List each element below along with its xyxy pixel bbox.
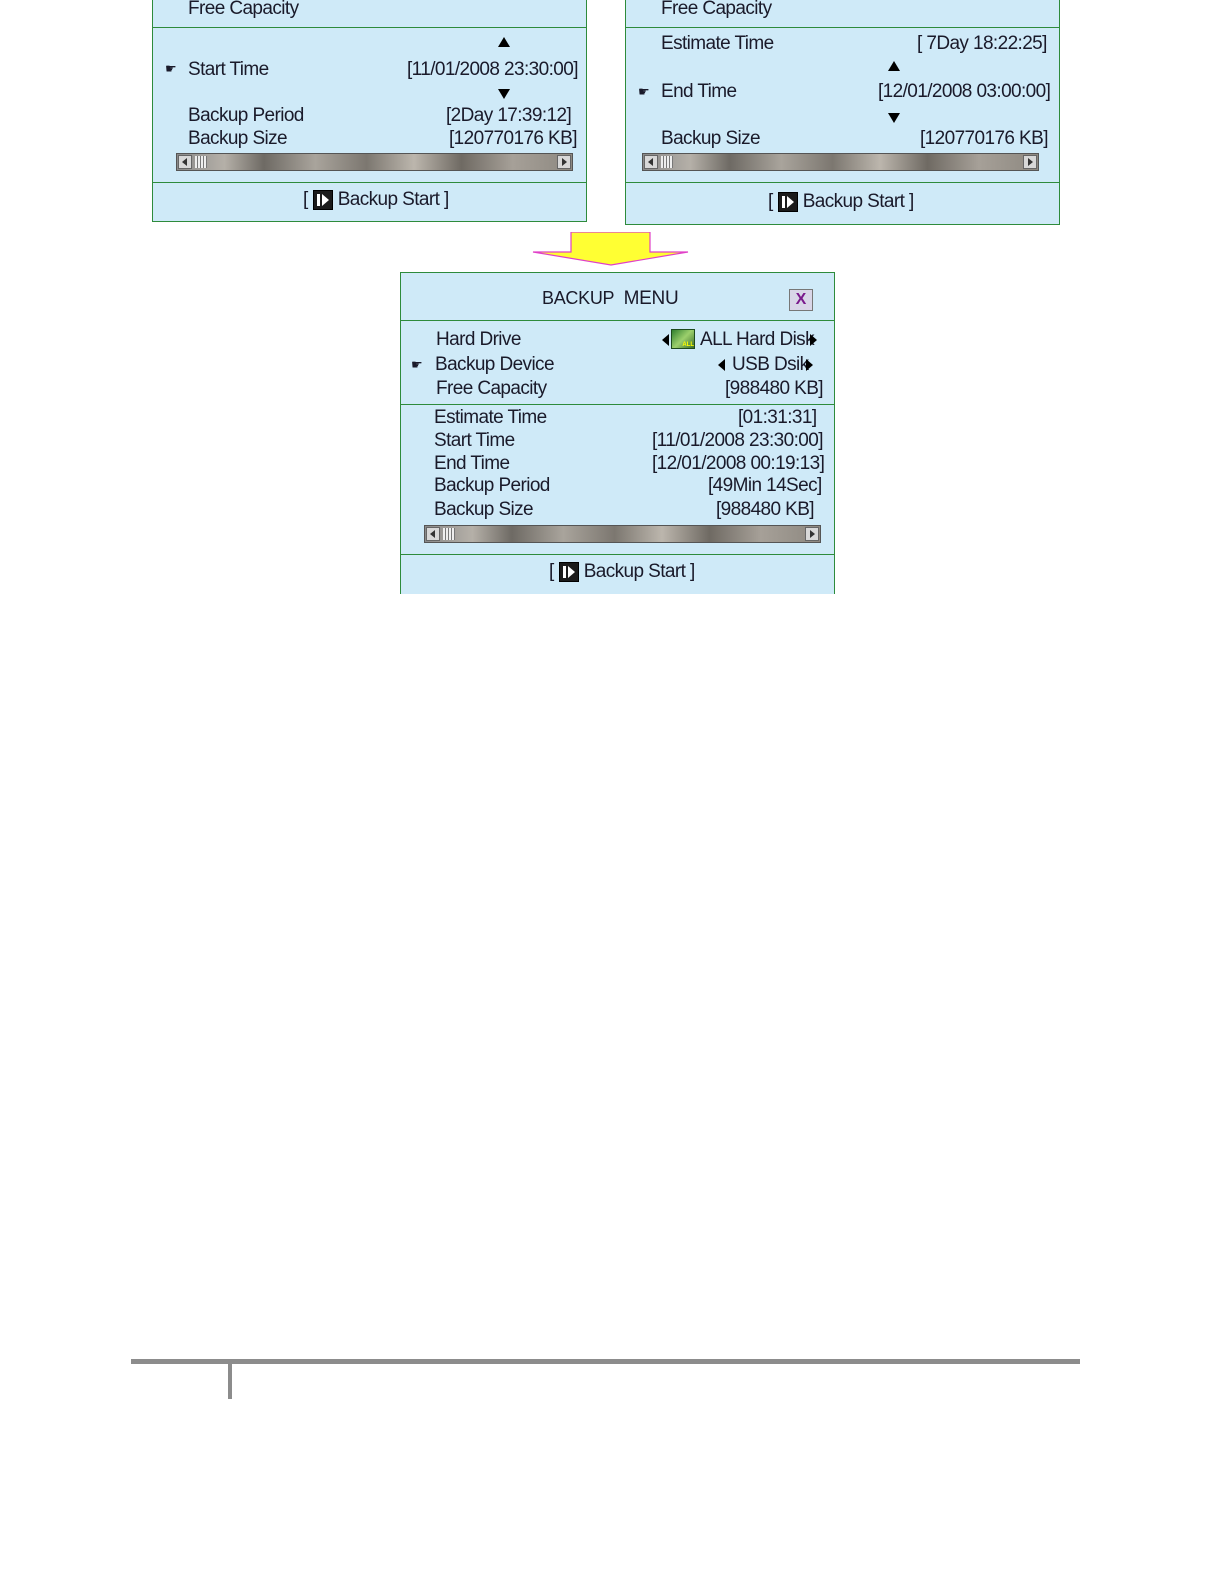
backup-size-label: Backup Size: [434, 499, 534, 520]
scroll-thumb[interactable]: [443, 528, 455, 540]
scroll-thumb[interactable]: [661, 156, 673, 168]
left-backup-period-value: [2Day 17:39:12]: [446, 105, 572, 126]
left-free-capacity-label: Free Capacity: [188, 0, 299, 19]
end-time-value: [12/01/2008 00:19:13]: [652, 453, 825, 474]
right-backup-size-value: [120770176 KB]: [920, 128, 1048, 149]
left-backup-start-button[interactable]: [303, 189, 449, 211]
scroll-right-icon[interactable]: [557, 155, 571, 169]
right-estimate-time-value: [ 7Day 18:22:25]: [917, 33, 1047, 54]
right-separator-2: [626, 182, 1059, 183]
right-end-time-value[interactable]: [12/01/2008 03:00:00]: [878, 81, 1051, 102]
left-start-time-label: Start Time: [188, 59, 269, 80]
menu-title: [542, 288, 678, 310]
start-time-label: Start Time: [434, 430, 515, 451]
backup-period-label: Backup Period: [434, 475, 550, 496]
scroll-left-icon[interactable]: [178, 155, 192, 169]
backup-device-next-icon[interactable]: [806, 359, 813, 371]
menu-title-prefix: BACKUP: [542, 288, 615, 308]
backup-device-value[interactable]: USB Dsik: [732, 354, 809, 375]
footer-tick: [228, 1363, 232, 1399]
right-end-time-label: End Time: [661, 81, 737, 102]
scroll-right-icon[interactable]: [805, 527, 819, 541]
scroll-right-icon[interactable]: [1023, 155, 1037, 169]
left-backup-period-label: Backup Period: [188, 105, 304, 126]
left-start-time-value[interactable]: [11/01/2008 23:30:00]: [407, 59, 578, 80]
left-scrollbar[interactable]: [176, 153, 573, 171]
left-backup-size-label: Backup Size: [188, 128, 288, 149]
main-backup-start-button[interactable]: [549, 561, 695, 583]
free-capacity-value: [988480 KB]: [725, 378, 823, 399]
hard-drive-prev-icon[interactable]: [662, 334, 669, 346]
main-scrollbar[interactable]: [424, 525, 821, 543]
scroll-thumb[interactable]: [195, 156, 207, 168]
right-backup-panel: [625, 0, 1060, 225]
main-separator-3: [401, 554, 834, 555]
hard-drive-value[interactable]: ALL Hard Disk: [700, 329, 814, 350]
start-time-value: [11/01/2008 23:30:00]: [652, 430, 823, 451]
left-backup-size-value: [120770176 KB]: [449, 128, 577, 149]
flow-down-arrow-icon: [532, 232, 690, 266]
estimate-time-value: [01:31:31]: [738, 407, 817, 428]
free-capacity-label: Free Capacity: [436, 378, 547, 399]
left-separator-1: [153, 27, 586, 28]
left-separator-2: [153, 182, 586, 183]
play-pause-icon: [313, 190, 333, 210]
right-estimate-time-label: Estimate Time: [661, 33, 774, 54]
bracket-open: [: [303, 189, 308, 210]
backup-device-label: Backup Device: [435, 354, 554, 375]
backup-device-prev-icon[interactable]: [718, 359, 725, 371]
right-down-arrow-icon[interactable]: [888, 113, 900, 123]
left-up-arrow-icon[interactable]: [498, 37, 510, 47]
right-backup-start-button[interactable]: [768, 191, 914, 213]
right-free-capacity-label: Free Capacity: [661, 0, 772, 19]
backup-period-value: [49Min 14Sec]: [708, 475, 822, 496]
backup-menu-panel: [400, 272, 835, 594]
close-icon[interactable]: X: [789, 289, 813, 311]
scroll-left-icon[interactable]: [644, 155, 658, 169]
right-backup-size-label: Backup Size: [661, 128, 761, 149]
play-pause-icon: [559, 562, 579, 582]
play-pause-icon: [778, 192, 798, 212]
footer-rule: [131, 1359, 1080, 1364]
menu-title-main: MENU: [623, 288, 679, 309]
backup-start-label: Backup Start ]: [802, 191, 914, 212]
bracket-open: [: [768, 191, 773, 212]
hard-drive-label: Hard Drive: [436, 329, 521, 350]
pointing-hand-icon: ☛: [165, 61, 177, 76]
scroll-left-icon[interactable]: [426, 527, 440, 541]
pointing-hand-icon: ☛: [638, 84, 650, 99]
right-scrollbar[interactable]: [642, 153, 1039, 171]
estimate-time-label: Estimate Time: [434, 407, 547, 428]
left-backup-panel: [152, 0, 587, 222]
right-separator-1: [626, 27, 1059, 28]
main-separator-1: [401, 320, 834, 321]
end-time-label: End Time: [434, 453, 510, 474]
hard-drive-next-icon[interactable]: [810, 334, 817, 346]
main-separator-2: [401, 404, 834, 405]
left-down-arrow-icon[interactable]: [498, 89, 510, 99]
pointing-hand-icon: ☛: [411, 357, 423, 372]
right-up-arrow-icon[interactable]: [888, 61, 900, 71]
backup-start-label: Backup Start ]: [583, 561, 695, 582]
hard-disk-icon: ALL: [671, 329, 695, 349]
bracket-open: [: [549, 561, 554, 582]
backup-size-value: [988480 KB]: [716, 499, 814, 520]
backup-start-label: Backup Start ]: [337, 189, 449, 210]
